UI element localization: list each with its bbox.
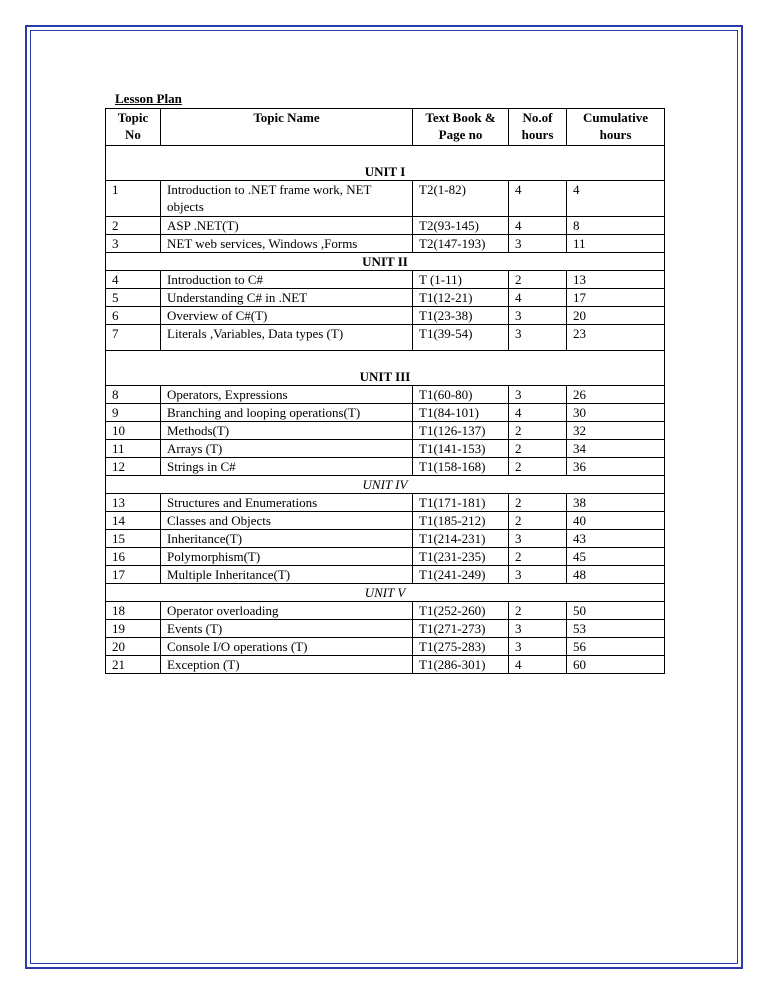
topic-no-cell: 7 — [106, 325, 161, 351]
unit-heading-row — [106, 584, 665, 602]
topic-no-cell: 18 — [106, 602, 161, 620]
hours-cell: 3 — [509, 620, 567, 638]
topic-no-cell: 13 — [106, 494, 161, 512]
cumulative-cell: 20 — [567, 307, 665, 325]
table-header-row — [106, 109, 665, 146]
hours-cell: 3 — [509, 386, 567, 404]
topic-no-cell: 3 — [106, 235, 161, 253]
hours-cell: 3 — [509, 235, 567, 253]
topic-name-cell: Exception (T) — [161, 656, 413, 674]
text-book-cell: T1(84-101) — [413, 404, 509, 422]
topic-name-cell: Overview of C#(T) — [161, 307, 413, 325]
topic-no-cell: 20 — [106, 638, 161, 656]
hours-cell: 2 — [509, 458, 567, 476]
cumulative-cell: 13 — [567, 271, 665, 289]
hours-cell: 4 — [509, 217, 567, 235]
topic-no-cell: 17 — [106, 566, 161, 584]
text-book-cell: T1(141-153) — [413, 440, 509, 458]
document-title: Lesson Plan — [115, 91, 182, 106]
topic-no-cell: 14 — [106, 512, 161, 530]
hours-cell: 2 — [509, 271, 567, 289]
cumulative-cell: 60 — [567, 656, 665, 674]
table-row — [106, 217, 665, 235]
table-row — [106, 404, 665, 422]
topic-no-cell: 16 — [106, 548, 161, 566]
cumulative-cell: 56 — [567, 638, 665, 656]
cumulative-cell: 34 — [567, 440, 665, 458]
topic-name-cell: ASP .NET(T) — [161, 217, 413, 235]
text-book-cell: T1(252-260) — [413, 602, 509, 620]
topic-no-cell: 12 — [106, 458, 161, 476]
topic-name-cell: Introduction to .NET frame work, NET objects — [161, 181, 413, 217]
text-book-cell: T1(231-235) — [413, 548, 509, 566]
table-row — [106, 638, 665, 656]
topic-name-cell: Polymorphism(T) — [161, 548, 413, 566]
topic-name-cell: Branching and looping operations(T) — [161, 404, 413, 422]
text-book-cell: T1(241-249) — [413, 566, 509, 584]
topic-no-cell: 4 — [106, 271, 161, 289]
table-row — [106, 386, 665, 404]
hours-cell: 2 — [509, 422, 567, 440]
topic-name-cell: Operator overloading — [161, 602, 413, 620]
topic-name-cell: Classes and Objects — [161, 512, 413, 530]
topic-name-cell: Strings in C# — [161, 458, 413, 476]
unit-heading: UNIT III — [106, 351, 665, 386]
cumulative-cell: 43 — [567, 530, 665, 548]
table-row — [106, 235, 665, 253]
header-hours: No.of hours — [509, 109, 567, 146]
hours-cell: 4 — [509, 404, 567, 422]
table-body — [106, 146, 665, 674]
topic-no-cell: 19 — [106, 620, 161, 638]
text-book-cell: T1(12-21) — [413, 289, 509, 307]
cumulative-cell: 40 — [567, 512, 665, 530]
hours-cell: 2 — [509, 494, 567, 512]
hours-cell: 3 — [509, 325, 567, 351]
text-book-cell: T1(286-301) — [413, 656, 509, 674]
table-row — [106, 602, 665, 620]
topic-name-cell: Operators, Expressions — [161, 386, 413, 404]
table-row — [106, 566, 665, 584]
text-book-cell: T (1-11) — [413, 271, 509, 289]
header-topic-name: Topic Name — [161, 109, 413, 146]
cumulative-cell: 8 — [567, 217, 665, 235]
table-row — [106, 458, 665, 476]
cumulative-cell: 48 — [567, 566, 665, 584]
cumulative-cell: 45 — [567, 548, 665, 566]
text-book-cell: T1(39-54) — [413, 325, 509, 351]
text-book-cell: T1(214-231) — [413, 530, 509, 548]
text-book-cell: T1(171-181) — [413, 494, 509, 512]
unit-heading-row — [106, 146, 665, 181]
text-book-cell: T2(1-82) — [413, 181, 509, 217]
topic-no-cell: 5 — [106, 289, 161, 307]
topic-no-cell: 2 — [106, 217, 161, 235]
topic-name-cell: Inheritance(T) — [161, 530, 413, 548]
hours-cell: 4 — [509, 181, 567, 217]
cumulative-cell: 23 — [567, 325, 665, 351]
hours-cell: 2 — [509, 440, 567, 458]
cumulative-cell: 50 — [567, 602, 665, 620]
topic-name-cell: Multiple Inheritance(T) — [161, 566, 413, 584]
table-row — [106, 422, 665, 440]
table-row — [106, 512, 665, 530]
cumulative-cell: 38 — [567, 494, 665, 512]
table-row — [106, 656, 665, 674]
topic-no-cell: 1 — [106, 181, 161, 217]
unit-heading: UNIT IV — [106, 476, 665, 494]
unit-heading: UNIT I — [106, 146, 665, 181]
text-book-cell: T1(23-38) — [413, 307, 509, 325]
table-row — [106, 271, 665, 289]
table-row — [106, 440, 665, 458]
text-book-cell: T1(126-137) — [413, 422, 509, 440]
hours-cell: 4 — [509, 289, 567, 307]
unit-heading: UNIT II — [106, 253, 665, 271]
unit-heading-row — [106, 351, 665, 386]
table-row — [106, 289, 665, 307]
topic-name-cell: NET web services, Windows ,Forms — [161, 235, 413, 253]
topic-no-cell: 21 — [106, 656, 161, 674]
unit-heading-row — [106, 253, 665, 271]
text-book-cell: T1(158-168) — [413, 458, 509, 476]
table-row — [106, 548, 665, 566]
hours-cell: 4 — [509, 656, 567, 674]
hours-cell: 3 — [509, 307, 567, 325]
topic-name-cell: Introduction to C# — [161, 271, 413, 289]
lesson-plan-table — [105, 108, 665, 674]
text-book-cell: T1(275-283) — [413, 638, 509, 656]
hours-cell: 3 — [509, 566, 567, 584]
topic-no-cell: 11 — [106, 440, 161, 458]
topic-name-cell: Events (T) — [161, 620, 413, 638]
header-text-book: Text Book & Page no — [413, 109, 509, 146]
cumulative-cell: 36 — [567, 458, 665, 476]
text-book-cell: T1(60-80) — [413, 386, 509, 404]
topic-name-cell: Methods(T) — [161, 422, 413, 440]
cumulative-cell: 17 — [567, 289, 665, 307]
table-row — [106, 325, 665, 351]
topic-no-cell: 15 — [106, 530, 161, 548]
topic-no-cell: 10 — [106, 422, 161, 440]
topic-name-cell: Literals ,Variables, Data types (T) — [161, 325, 413, 351]
table-row — [106, 494, 665, 512]
hours-cell: 3 — [509, 530, 567, 548]
topic-name-cell: Console I/O operations (T) — [161, 638, 413, 656]
cumulative-cell: 11 — [567, 235, 665, 253]
table-row — [106, 530, 665, 548]
hours-cell: 3 — [509, 638, 567, 656]
header-cumulative: Cumulative hours — [567, 109, 665, 146]
table-row — [106, 307, 665, 325]
cumulative-cell: 4 — [567, 181, 665, 217]
topic-name-cell: Structures and Enumerations — [161, 494, 413, 512]
table-row — [106, 620, 665, 638]
topic-no-cell: 8 — [106, 386, 161, 404]
hours-cell: 2 — [509, 602, 567, 620]
hours-cell: 2 — [509, 512, 567, 530]
cumulative-cell: 53 — [567, 620, 665, 638]
unit-heading: UNIT V — [106, 584, 665, 602]
cumulative-cell: 26 — [567, 386, 665, 404]
topic-name-cell: Understanding C# in .NET — [161, 289, 413, 307]
hours-cell: 2 — [509, 548, 567, 566]
unit-heading-row — [106, 476, 665, 494]
text-book-cell: T1(185-212) — [413, 512, 509, 530]
table-row — [106, 181, 665, 217]
topic-no-cell: 9 — [106, 404, 161, 422]
topic-name-cell: Arrays (T) — [161, 440, 413, 458]
text-book-cell: T1(271-273) — [413, 620, 509, 638]
text-book-cell: T2(93-145) — [413, 217, 509, 235]
cumulative-cell: 32 — [567, 422, 665, 440]
header-topic-no: Topic No — [106, 109, 161, 146]
topic-no-cell: 6 — [106, 307, 161, 325]
text-book-cell: T2(147-193) — [413, 235, 509, 253]
cumulative-cell: 30 — [567, 404, 665, 422]
